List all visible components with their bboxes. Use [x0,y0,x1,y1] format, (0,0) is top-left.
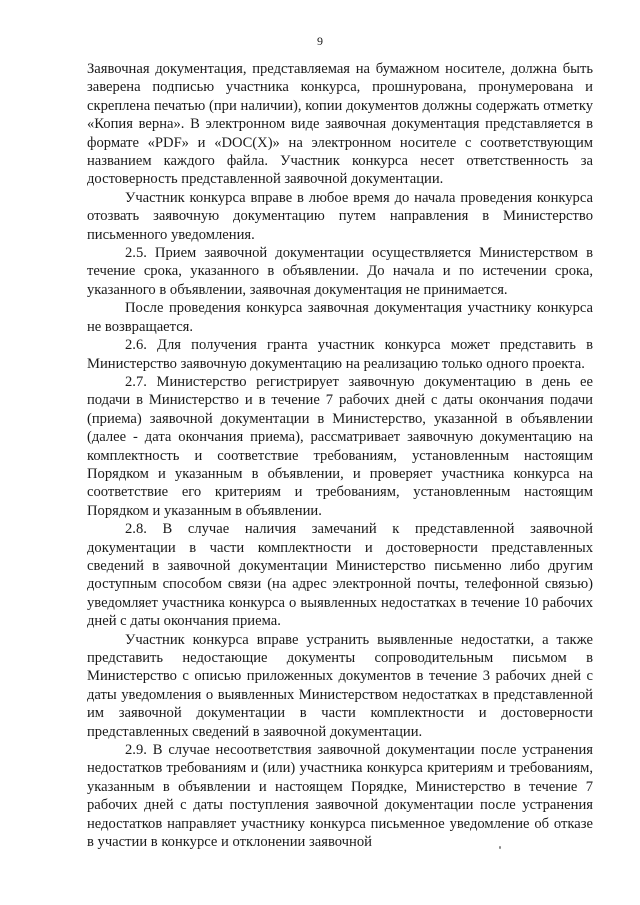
paragraph-2-6-single-project: 2.6. Для получения гранта участник конкурса может представить в Министерство заявочную документацию на реализацию только одного проекта. [87,337,593,372]
document-body [87,60,593,851]
paragraph-2-7-registration: 2.7. Министерство регистрирует заявочную документацию в день ее подачи в Министерство и в течение 7 рабочих дней с даты окончания подачи (приема) заявочной документации в Министерство, указанной в объявлении (далее - дата окончания приема), рассматривает заявочную документацию на комплектность и соответствие требованиям, установленным настоящим Порядком и указанным в объявлении, и проверяет участника конкурса на соответствие его критериям и требованиям, установленным настоящим Порядком и указанным в объявлении. [87,373,593,519]
page-number: 9 [317,34,323,48]
paragraph-withdrawal-right: Участник конкурса вправе в любое время до начала проведения конкурса отозвать заявочную документацию путем направления в Министерство письменного уведомления. [87,189,593,243]
paragraph-2-8-remarks: 2.8. В случае наличия замечаний к представленной заявочной документации в части комплектности и достоверности представленных сведений в заявочной документации Министерство письменно либо другим доступным способом связи (на адрес электронной почты, телефонной связью) уведомляет участника конкурса о выявленных недостатках в течение 10 рабочих дней с даты окончания приема. [87,521,593,630]
paragraph-fix-deficiencies: Участник конкурса вправе устранить выявленные недостатки, а также представить недостающие документы сопроводительным письмом в Министерство с описью приложенных документов в течение 3 рабочих дней с даты уведомления о выявленных Министерством недостатках в представленной им заявочной документации в части комплектности и достоверности представленных сведений в заявочной документации. [87,631,593,740]
paragraph-documentation-requirements: Заявочная документация, представляемая на бумажном носителе, должна быть заверена подписью участника конкурса, прошнурована, пронумерована и скреплена печатью (при наличии), копии документов должны содержать отметку «Копия верна». В электронном виде заявочная документация представляется в формате «PDF» и «DOC(X)» на электронном носителе с соответствующим названием каждого файла. Участник конкурса несет ответственность за достоверность представленной заявочной документации. [87,61,593,188]
scan-speck [499,846,501,849]
paragraph-no-return: После проведения конкурса заявочная документация участнику конкурса не возвращается. [87,300,593,335]
paragraph-2-5-acceptance: 2.5. Прием заявочной документации осуществляется Министерством в течение срока, указанного в объявлении. До начала и по истечении срока, указанного в объявлении, заявочная документация не принимается. [87,245,593,298]
paragraph-2-9-nonconformity: 2.9. В случае несоответствия заявочной документации после устранения недостатков требованиям и (или) участника конкурса критериям и требованиям, указанным в объявлении и настоящем Порядке, Министерство в течение 7 рабочих дней с даты поступления заявочной документации после устранения недостатков направляет участнику конкурса письменное уведомление об отказе в участии в конкурсе и отклонении заявочной [87,742,593,851]
